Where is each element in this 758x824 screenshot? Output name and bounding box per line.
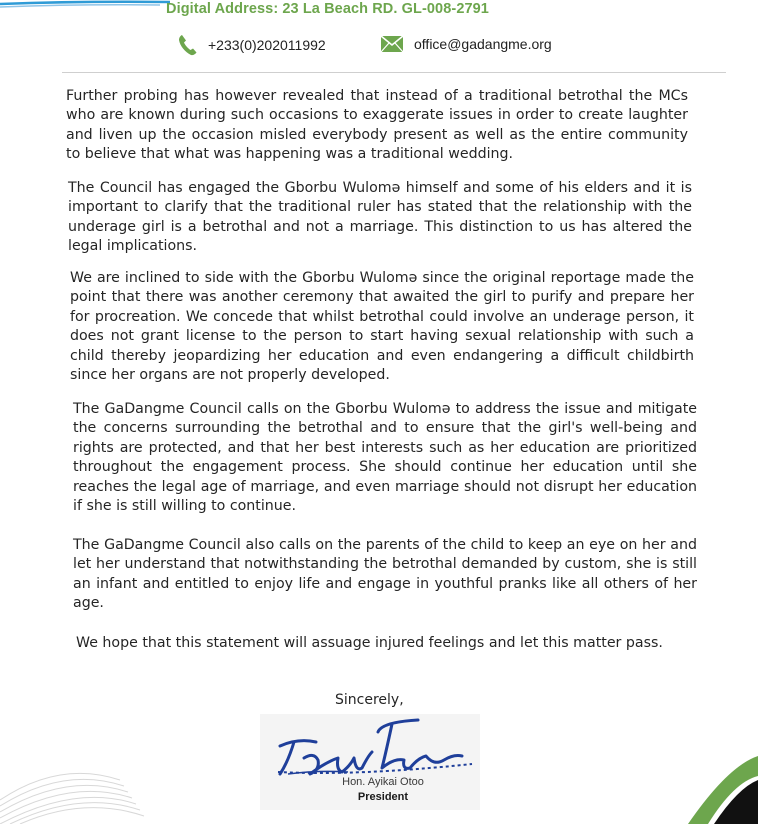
header-swoosh-decoration <box>0 0 170 10</box>
signature-block <box>258 712 482 812</box>
email-address: office@gadangme.org <box>414 36 552 52</box>
email-icon <box>380 34 404 54</box>
signer-title: President <box>357 791 409 803</box>
signer-name: Hon. Ayikai Otoo <box>342 776 424 788</box>
closing-salutation: Sincerely, <box>335 692 404 708</box>
body-paragraph-1: Further probing has however revealed that instead of a traditional betrothal the MCs who are known during such occasions to exaggerate issues in order to create laughter and liven up the occasion misled everybody present as well as the entire community to believe that what was happening was a traditional wedding. <box>66 88 688 163</box>
footer-swoosh-decoration <box>668 736 758 824</box>
phone-contact[interactable] <box>178 34 326 56</box>
footer-line-decoration <box>0 740 240 824</box>
body-paragraph-4: The GaDangme Council calls on the Gborbu Wulomə to address the issue and mitigate the concerns surrounding the betrothal and to ensure that the girl's well-being and rights are protected, and that her best interests such as her education are prioritized throughout the engagement process. She should continue her education until she reaches the legal age of marriage, and even marriage should not disrupt her education if she is still willing to continue. <box>73 401 697 515</box>
body-paragraph-6: We hope that this statement will assuage injured feelings and let this matter pass. <box>76 635 663 651</box>
body-paragraph-5: The GaDangme Council also calls on the parents of the child to keep an eye on her and let her understand that notwithstanding the betrothal demanded by custom, she is still an infant and entitled to enjoy life and engage in youthful pranks like all others of her age. <box>73 537 697 612</box>
email-contact[interactable] <box>380 34 552 54</box>
phone-icon <box>178 34 198 56</box>
body-paragraph-3: We are inclined to side with the Gborbu Wulomə since the original reportage made the point that there was another ceremony that awaited the girl to purify and prepare her for procreation. We concede that whilst betrothal could involve an underage person, it does not grant license to the person to start having sexual relationship with such a child thereby jeopardizing her education and even endangering a difficult childbirth since her organs are not properly developed. <box>70 270 694 384</box>
digital-address: Digital Address: 23 La Beach RD. GL-008-2791 <box>166 1 489 17</box>
body-paragraph-2: The Council has engaged the Gborbu Wulomə himself and some of his elders and it is important to clarify that the traditional ruler has stated that the relationship with the underage girl is a betrothal and not a marriage. This distinction to us has altered the legal implications. <box>68 180 692 255</box>
header-divider <box>62 72 726 73</box>
phone-number: +233(0)202011992 <box>208 37 326 53</box>
